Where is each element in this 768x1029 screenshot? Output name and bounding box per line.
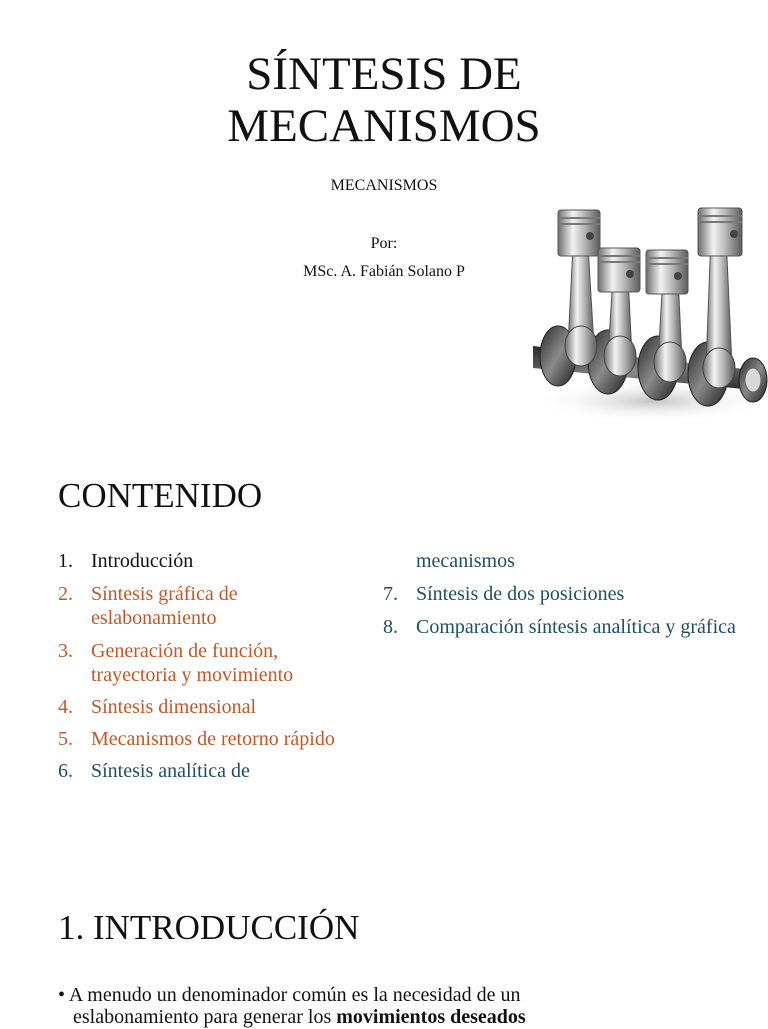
toc-text: Síntesis de dos posiciones bbox=[416, 583, 625, 605]
toc-number: 6. bbox=[58, 760, 73, 782]
toc-number: 1. bbox=[58, 550, 73, 572]
author-name: MSc. A. Fabián Solano P bbox=[303, 263, 465, 280]
toc-text: Síntesis gráfica de eslabonamiento bbox=[91, 583, 238, 629]
toc-text: Introducción bbox=[91, 550, 194, 572]
toc-text: Síntesis dimensional bbox=[91, 696, 256, 718]
engine-crankshaft-pistons-icon bbox=[528, 196, 768, 432]
slide-subtitle: MECANISMOS bbox=[330, 177, 438, 194]
toc-number: 2. bbox=[58, 583, 73, 605]
slide-title-line2: MECANISMOS bbox=[227, 100, 541, 152]
toc-number: 3. bbox=[58, 640, 73, 662]
by-label: Por: bbox=[370, 235, 398, 252]
toc-number: 5. bbox=[58, 728, 73, 750]
toc-text: Comparación síntesis analítica y gráfica bbox=[416, 616, 736, 638]
bullet-text-line2: eslabonamiento para generar los bbox=[73, 1006, 337, 1028]
slide-title bbox=[0, 48, 768, 152]
toc-number: 7. bbox=[383, 583, 398, 605]
introduction-heading: 1. INTRODUCCIÓN bbox=[58, 908, 360, 947]
title-slide bbox=[0, 0, 768, 448]
toc-text: Generación de función, trayectoria y movimiento bbox=[91, 640, 294, 686]
toc-text: Mecanismos de retorno rápido bbox=[91, 728, 335, 750]
bullet-icon: • bbox=[58, 984, 66, 1006]
toc-text: Síntesis analítica de bbox=[91, 760, 250, 782]
slide-title-line1: SÍNTESIS DE bbox=[246, 48, 522, 100]
toc-text: mecanismos bbox=[416, 550, 515, 572]
contents-heading: CONTENIDO bbox=[58, 476, 263, 515]
bullet-text-line1: A menudo un denominador común es la necesidad de un bbox=[68, 984, 521, 1006]
bullet-paragraph-continued bbox=[73, 1005, 768, 1029]
bullet-paragraph bbox=[58, 983, 758, 1007]
toc-number: 8. bbox=[383, 616, 398, 638]
toc-number: 4. bbox=[58, 696, 73, 718]
bullet-emphasis: movimientos deseados bbox=[336, 1006, 526, 1028]
